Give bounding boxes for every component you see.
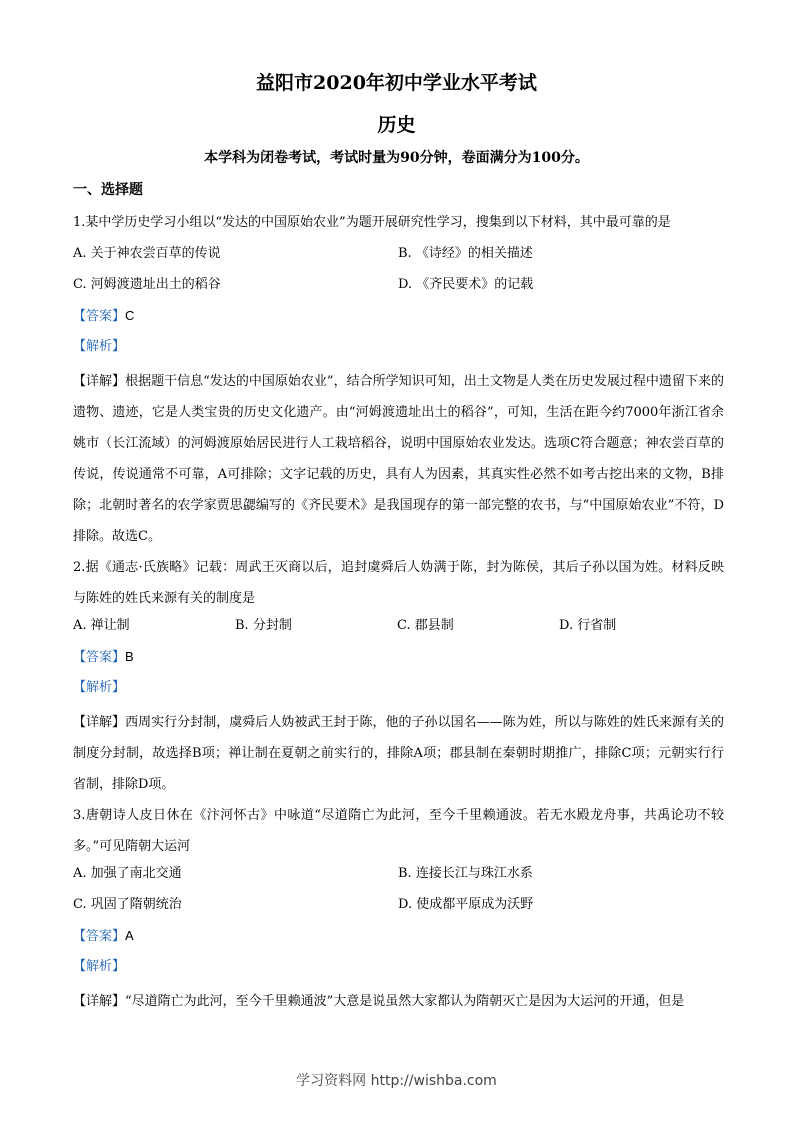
detail-tag: 【详解】	[73, 374, 126, 389]
detail-tag: 【详解】	[73, 715, 126, 730]
detail-text: 西周实行分封制，虞舜后人妫被武王封于陈，他的子孙以国名——陈为姓，所以与陈姓的姓氏来源有关的制度分封制，故选择B项；禅让制在夏朝之前实行的，排除A项；郡县制在秦朝时期推广，排除C项；元朝实行行省制，排除D项。	[73, 715, 724, 792]
question-2-detail	[73, 707, 724, 800]
question-1-option-a: A. 关于神农尝百草的传说	[73, 246, 221, 261]
section-heading: 一、选择题	[73, 182, 143, 198]
answer-value: C	[125, 308, 135, 323]
answer-tag: 【答案】	[73, 650, 126, 665]
answer-tag: 【答案】	[73, 309, 126, 324]
question-3-option-a: A. 加强了南北交通	[73, 866, 182, 881]
question-1-option-d: D. 《齐民要术》的记载	[398, 277, 534, 292]
question-2-stem: 2.据《通志·氏族略》记载：周武王灭商以后，追封虞舜后人妫满于陈，封为陈侯，其后子孙以国为姓。材料反映与陈姓的姓氏来源有关的制度是	[73, 560, 724, 606]
question-3-option-c: C. 巩固了隋朝统治	[73, 897, 182, 912]
question-1-options-row-2	[73, 273, 724, 304]
detail-text: 根据题干信息“发达的中国原始农业”，结合所学知识可知，出土文物是人类在历史发展过程中遗留下来的遗物、遗迹，它是人类宝贵的历史文化遗产。由“河姆渡遗址出土的稻谷”，可知，生活在距今约7000年浙江省余姚市（长江流域）的河姆渡原始居民进行人工栽培稻谷，说明中国原始农业发达。选项C符合题意；神农尝百草的传说，传说通常不可靠，A可排除；文字记载的历史，具有人为因素，其真实性必然不如考古挖出来的文物，B排除；北朝时著名的农学家贾思勰编写的《齐民要术》是我国现存的第一部完整的农书，与“中国原始农业”不符，D排除。故选C。	[73, 374, 724, 544]
analysis-tag: 【解析】	[73, 339, 126, 354]
detail-text: “尽道隋亡为此河，至今千里赖通波”大意是说虽然大家都认为隋朝灭亡是因为大运河的开通，但是	[125, 994, 685, 1009]
footer-watermark: 学习资料网 http://wishba.com	[296, 1073, 497, 1089]
analysis-tag: 【解析】	[73, 959, 126, 974]
question-2-option-a: A. 禅让制	[73, 618, 130, 633]
question-3-options-row-2	[73, 893, 724, 924]
question-1-options-row-1	[73, 242, 724, 273]
answer-value: A	[125, 928, 134, 943]
question-3-options-row-1	[73, 862, 724, 893]
question-3-detail	[73, 986, 724, 1017]
question-1-answer	[73, 304, 724, 335]
question-2-option-d: D. 行省制	[559, 618, 617, 633]
question-3-option-d: D. 使成都平原成为沃野	[398, 897, 534, 912]
answer-tag: 【答案】	[73, 929, 126, 944]
question-1-analysis	[73, 335, 724, 366]
question-3-stem: 3.唐朝诗人皮日休在《汴河怀古》中咏道“尽道隋亡为此河，至今千里赖通波。若无水殿龙舟事，共禹论功不较多。”可见隋朝大运河	[73, 808, 724, 854]
question-1-stem: 1.某中学历史学习小组以“发达的中国原始农业”为题开展研究性学习，搜集到以下材料，其中最可靠的是	[73, 215, 671, 230]
question-2-analysis	[73, 676, 724, 707]
question-2-answer	[73, 645, 724, 676]
analysis-tag: 【解析】	[73, 680, 126, 695]
question-3-option-b: B. 连接长江与珠江水系	[398, 866, 533, 881]
exam-note: 本学科为闭卷考试，考试时量为90分钟，卷面满分为100分。	[204, 150, 589, 166]
question-2-options-row	[73, 614, 724, 645]
detail-tag: 【详解】	[73, 994, 126, 1009]
subject-title: 历史	[377, 114, 416, 136]
question-3-analysis	[73, 955, 724, 986]
answer-value: B	[125, 649, 134, 664]
question-1-detail	[73, 366, 724, 552]
question-content	[73, 211, 724, 1017]
question-2-option-b: B. 分封制	[235, 618, 292, 633]
question-2-option-c: C. 郡县制	[397, 618, 454, 633]
question-1-option-b: B. 《诗经》的相关描述	[398, 246, 533, 261]
question-3-answer	[73, 924, 724, 955]
question-1-option-c: C. 河姆渡遗址出土的稻谷	[73, 277, 221, 292]
exam-title: 益阳市2020年初中学业水平考试	[256, 72, 537, 94]
